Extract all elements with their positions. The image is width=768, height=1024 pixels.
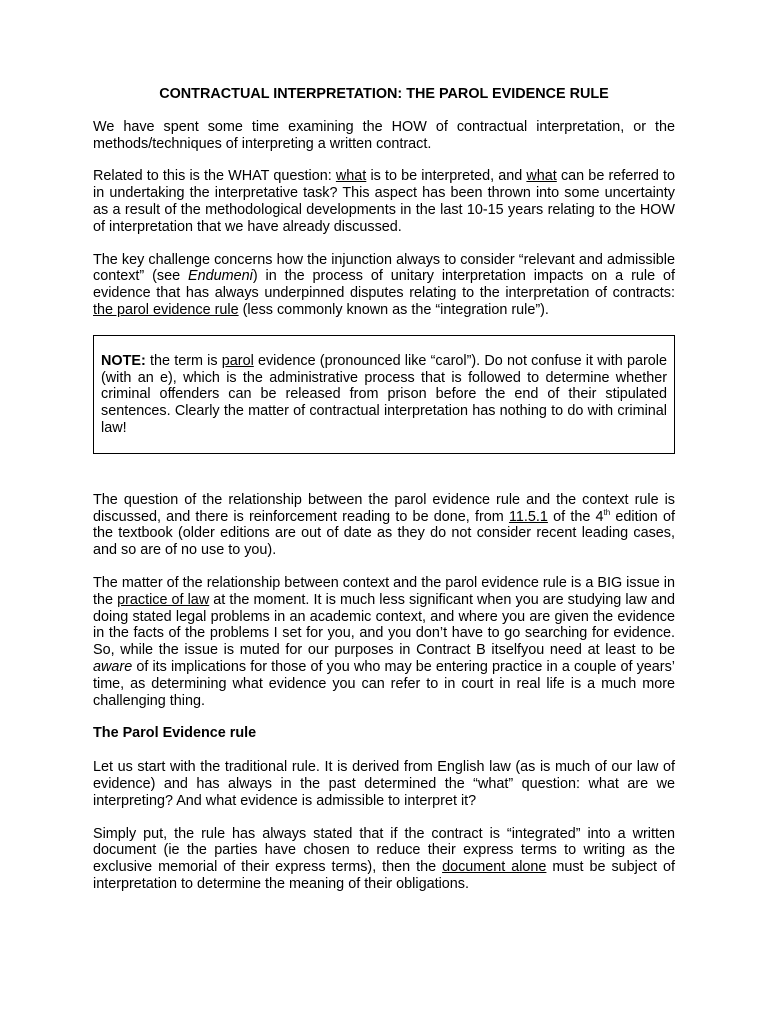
- paragraph-how: We have spent some time examining the HOW of contractual interpretation, or the methods/techniques of interpreting a written contract.: [93, 118, 675, 152]
- underlined-practice-of-law: practice of law: [117, 591, 210, 608]
- italic-aware: aware: [93, 658, 133, 675]
- note-box: [93, 335, 675, 454]
- text-run: edition of the textbook (older editions are out of date as they do not consider recent leading cases, and so are of no use to you).: [93, 508, 676, 559]
- paragraph-traditional-rule: Let us start with the traditional rule. It is derived from English law (as is much of our law of evidence) and has always in the past determined the “what” question: what are we interpreting? And what evidence is admissible to interpret it?: [93, 759, 675, 809]
- text-run: The matter of the relationship between context and the parol evidence rule is a BIG issue in the: [93, 574, 675, 608]
- text-run: the term is: [145, 352, 222, 369]
- text-run: ) in the process of unitary interpretation impacts on a rule of evidence that has always underpinned disputes relating to the interpretation of contracts:: [93, 268, 675, 302]
- text-run: The key challenge concerns how the injunction always to consider “relevant and admissible context” (see: [93, 251, 675, 285]
- document-title: CONTRACTUAL INTERPRETATION: THE PAROL EVIDENCE RULE: [159, 86, 609, 102]
- text-run: of its implications for those of you who may be entering practice in a couple of years’ time, as determining what evidence you can refer to in court in real life is a much more challenging thing.: [93, 658, 675, 709]
- text-run: Simply put, the rule has always stated that if the contract is “integrated” into a written document (ie the parties have chosen to reduce their express terms to writing as the exclusive memorial of their express terms), then the: [93, 825, 675, 876]
- paragraph-big-issue: [93, 575, 675, 709]
- text-run: at the moment. It is much less significant when you are studying law and doing stated legal problems in an academic context, and where you are given the evidence in the facts of the problems I set for you, and you don’t have to go searching for evidence. So, while the issue is muted for our purposes in Contract B itselfyou need at least to be: [93, 591, 675, 659]
- text-run: is to be interpreted, and: [366, 168, 527, 185]
- text-run: evidence (pronounced like “carol”). Do not confuse it with parole (with an e), which is the administrative process that is followed to determine whether criminal offenders can be released from prison before the end of their stipulated sentences. Clearly the matter of contractual interpretation has nothing to do with criminal law!: [101, 352, 667, 436]
- paragraph-key-challenge: [93, 252, 675, 319]
- section-heading: The Parol Evidence rule: [93, 725, 257, 742]
- text-run: The question of the relationship between the parol evidence rule and the context rule is discussed, and there is reinforcement reading to be done, from: [93, 491, 675, 525]
- case-name-endumeni: Endumeni: [188, 268, 253, 285]
- text-run: can be referred to in undertaking the interpretative task? This aspect has been thrown into some uncertainty as a result of the methodological developments in the last 10-15 years relating to the HOW of interpretation that we have already discussed.: [93, 168, 676, 235]
- paragraph-what-question: [93, 168, 675, 235]
- ordinal-superscript: th: [603, 507, 611, 517]
- text-run: Related to this is the WHAT question:: [93, 168, 336, 185]
- paragraph-simply-put: [93, 826, 675, 893]
- underlined-what: what: [526, 168, 557, 185]
- note-label: NOTE:: [101, 352, 146, 369]
- underlined-what: what: [335, 168, 367, 185]
- section-reference: 11.5.1: [508, 508, 548, 525]
- underlined-parol: parol: [221, 352, 254, 369]
- text-run: (less commonly known as the “integration rule”).: [238, 301, 549, 318]
- paragraph-relationship: [93, 492, 675, 559]
- text-run: of the 4: [547, 508, 604, 525]
- underlined-document-alone: document alone: [442, 859, 547, 876]
- document-page: [93, 86, 675, 909]
- underlined-parol-evidence-rule: the parol evidence rule: [93, 301, 239, 318]
- text-run: must be subject of interpretation to determine the meaning of their obligations.: [93, 859, 675, 892]
